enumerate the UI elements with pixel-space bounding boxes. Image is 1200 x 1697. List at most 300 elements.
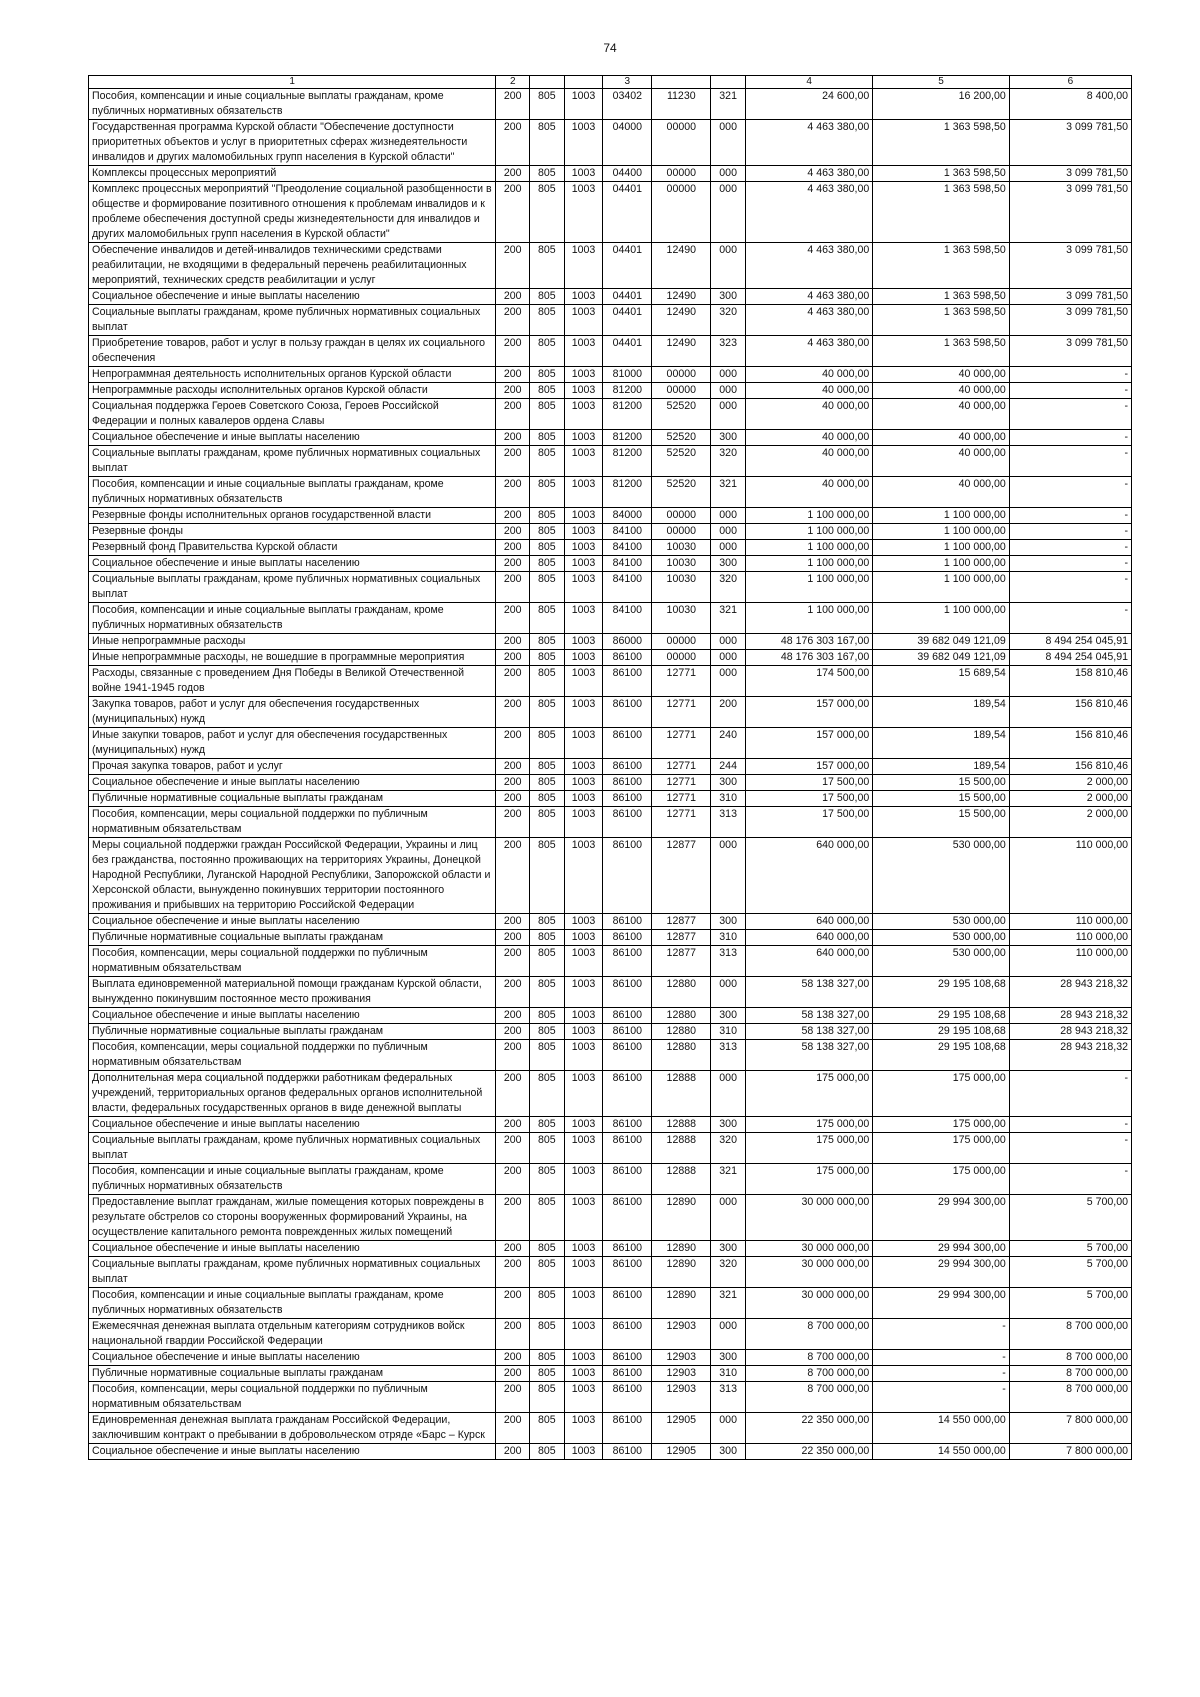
table-row [89,697,1132,728]
table-row [89,305,1132,336]
header-cell [564,76,603,89]
subsection-cell: 1003 [564,650,603,666]
remaining-amount-cell: - [1009,399,1131,430]
remaining-amount-cell: 8 700 000,00 [1009,1366,1131,1382]
target-article-direction-cell: 12888 [652,1164,711,1195]
target-article-direction-cell: 00000 [652,634,711,650]
section-cell: 805 [530,477,565,508]
table-row [89,1288,1132,1319]
grbs-cell: 200 [496,1366,530,1382]
target-article-program-cell: 86000 [603,634,652,650]
approved-amount-cell: 30 000 000,00 [745,1257,872,1288]
table-body [89,76,1132,1460]
row-name-cell: Прочая закупка товаров, работ и услуг [89,759,496,775]
remaining-amount-cell: 110 000,00 [1009,930,1131,946]
approved-amount-cell: 17 500,00 [745,791,872,807]
subsection-cell: 1003 [564,1257,603,1288]
target-article-program-cell: 03402 [603,89,652,120]
section-cell: 805 [530,399,565,430]
row-name-cell: Пособия, компенсации, меры социальной поддержки по публичным нормативным обязательствам [89,807,496,838]
target-article-direction-cell: 52520 [652,446,711,477]
row-name-cell: Социальное обеспечение и иные выплаты населению [89,1350,496,1366]
row-name-cell: Государственная программа Курской области "Обеспечение доступности приоритетных объектов и услуг в приоритетных сферах жизнедеятельности инвалидов и других маломобильных групп населения в Курской области" [89,120,496,166]
expense-type-cell: 320 [711,1133,746,1164]
expense-type-cell: 000 [711,1195,746,1241]
remaining-amount-cell: 3 099 781,50 [1009,120,1131,166]
header-cell: 3 [603,76,652,89]
target-article-direction-cell: 52520 [652,399,711,430]
table-row [89,1024,1132,1040]
header-cell [652,76,711,89]
grbs-cell: 200 [496,1444,530,1460]
subsection-cell: 1003 [564,946,603,977]
expense-type-cell: 000 [711,120,746,166]
table-row [89,791,1132,807]
table-row [89,977,1132,1008]
subsection-cell: 1003 [564,1350,603,1366]
grbs-cell: 200 [496,508,530,524]
section-cell: 805 [530,89,565,120]
approved-amount-cell: 8 700 000,00 [745,1382,872,1413]
remaining-amount-cell: - [1009,1071,1131,1117]
target-article-program-cell: 81200 [603,430,652,446]
target-article-direction-cell: 12771 [652,807,711,838]
approved-amount-cell: 30 000 000,00 [745,1195,872,1241]
target-article-direction-cell: 12888 [652,1117,711,1133]
section-cell: 805 [530,446,565,477]
subsection-cell: 1003 [564,1195,603,1241]
subsection-cell: 1003 [564,1319,603,1350]
remaining-amount-cell: - [1009,367,1131,383]
approved-amount-cell: 8 700 000,00 [745,1366,872,1382]
target-article-program-cell: 86100 [603,930,652,946]
row-name-cell: Иные непрограммные расходы [89,634,496,650]
expense-type-cell: 321 [711,603,746,634]
table-row [89,430,1132,446]
subsection-cell: 1003 [564,477,603,508]
section-cell: 805 [530,243,565,289]
subsection-cell: 1003 [564,572,603,603]
row-name-cell: Социальные выплаты гражданам, кроме публичных нормативных социальных выплат [89,305,496,336]
approved-amount-cell: 640 000,00 [745,838,872,914]
table-row [89,572,1132,603]
target-article-program-cell: 86100 [603,1008,652,1024]
grbs-cell: 200 [496,477,530,508]
target-article-program-cell: 04000 [603,120,652,166]
subsection-cell: 1003 [564,243,603,289]
grbs-cell: 200 [496,1008,530,1024]
grbs-cell: 200 [496,166,530,182]
subsection-cell: 1003 [564,977,603,1008]
target-article-program-cell: 04401 [603,289,652,305]
subsection-cell: 1003 [564,728,603,759]
expense-type-cell: 000 [711,838,746,914]
row-name-cell: Обеспечение инвалидов и детей-инвалидов техническими средствами реабилитации, не входящими в федеральный перечень реабилитационных мероприятий, технических средств реабилитации и услуг [89,243,496,289]
section-cell: 805 [530,289,565,305]
approved-amount-cell: 1 100 000,00 [745,540,872,556]
section-cell: 805 [530,1164,565,1195]
target-article-program-cell: 86100 [603,1133,652,1164]
approved-amount-cell: 58 138 327,00 [745,977,872,1008]
section-cell: 805 [530,1350,565,1366]
approved-amount-cell: 48 176 303 167,00 [745,650,872,666]
target-article-program-cell: 84100 [603,524,652,540]
table-row [89,1164,1132,1195]
executed-amount-cell: 15 500,00 [873,775,1009,791]
expense-type-cell: 313 [711,1040,746,1071]
row-name-cell: Социальные выплаты гражданам, кроме публичных нормативных социальных выплат [89,446,496,477]
remaining-amount-cell: 3 099 781,50 [1009,243,1131,289]
table-row [89,383,1132,399]
row-name-cell: Непрограммная деятельность исполнительных органов Курской области [89,367,496,383]
grbs-cell: 200 [496,1164,530,1195]
table-row [89,477,1132,508]
remaining-amount-cell: 8 494 254 045,91 [1009,650,1131,666]
target-article-direction-cell: 12877 [652,946,711,977]
executed-amount-cell: 29 195 108,68 [873,1040,1009,1071]
approved-amount-cell: 58 138 327,00 [745,1040,872,1071]
remaining-amount-cell: 7 800 000,00 [1009,1444,1131,1460]
row-name-cell: Пособия, компенсации, меры социальной поддержки по публичным нормативным обязательствам [89,946,496,977]
row-name-cell: Социальное обеспечение и иные выплаты населению [89,430,496,446]
budget-table [88,75,1132,1460]
executed-amount-cell: 1 363 598,50 [873,305,1009,336]
grbs-cell: 200 [496,1288,530,1319]
target-article-direction-cell: 12877 [652,914,711,930]
approved-amount-cell: 30 000 000,00 [745,1241,872,1257]
subsection-cell: 1003 [564,446,603,477]
expense-type-cell: 300 [711,430,746,446]
target-article-direction-cell: 12490 [652,305,711,336]
target-article-direction-cell: 12490 [652,243,711,289]
row-name-cell: Резервные фонды [89,524,496,540]
subsection-cell: 1003 [564,634,603,650]
row-name-cell: Социальное обеспечение и иные выплаты населению [89,775,496,791]
remaining-amount-cell: - [1009,603,1131,634]
table-row [89,182,1132,243]
approved-amount-cell: 157 000,00 [745,728,872,759]
header-cell [711,76,746,89]
expense-type-cell: 313 [711,807,746,838]
target-article-program-cell: 04401 [603,243,652,289]
target-article-direction-cell: 12890 [652,1257,711,1288]
approved-amount-cell: 640 000,00 [745,930,872,946]
section-cell: 805 [530,946,565,977]
approved-amount-cell: 40 000,00 [745,477,872,508]
executed-amount-cell: - [873,1366,1009,1382]
target-article-direction-cell: 12903 [652,1382,711,1413]
row-name-cell: Иные закупки товаров, работ и услуг для обеспечения государственных (муниципальных) нужд [89,728,496,759]
target-article-direction-cell: 00000 [652,650,711,666]
target-article-direction-cell: 00000 [652,166,711,182]
subsection-cell: 1003 [564,289,603,305]
remaining-amount-cell: 5 700,00 [1009,1257,1131,1288]
table-row [89,120,1132,166]
expense-type-cell: 000 [711,524,746,540]
approved-amount-cell: 4 463 380,00 [745,120,872,166]
expense-type-cell: 000 [711,508,746,524]
remaining-amount-cell: 5 700,00 [1009,1288,1131,1319]
expense-type-cell: 310 [711,791,746,807]
grbs-cell: 200 [496,305,530,336]
approved-amount-cell: 17 500,00 [745,807,872,838]
approved-amount-cell: 640 000,00 [745,946,872,977]
executed-amount-cell: 29 195 108,68 [873,1024,1009,1040]
executed-amount-cell: - [873,1350,1009,1366]
expense-type-cell: 321 [711,477,746,508]
target-article-program-cell: 86100 [603,1444,652,1460]
section-cell: 805 [530,1133,565,1164]
grbs-cell: 200 [496,1413,530,1444]
target-article-program-cell: 84100 [603,603,652,634]
remaining-amount-cell: 3 099 781,50 [1009,182,1131,243]
approved-amount-cell: 40 000,00 [745,430,872,446]
row-name-cell: Публичные нормативные социальные выплаты гражданам [89,930,496,946]
approved-amount-cell: 1 100 000,00 [745,603,872,634]
remaining-amount-cell: 3 099 781,50 [1009,166,1131,182]
approved-amount-cell: 4 463 380,00 [745,305,872,336]
table-row [89,1117,1132,1133]
table-row [89,367,1132,383]
executed-amount-cell: 1 100 000,00 [873,556,1009,572]
remaining-amount-cell: 2 000,00 [1009,807,1131,838]
executed-amount-cell: 189,54 [873,728,1009,759]
target-article-program-cell: 86100 [603,807,652,838]
expense-type-cell: 000 [711,977,746,1008]
target-article-direction-cell: 12905 [652,1444,711,1460]
target-article-direction-cell: 10030 [652,556,711,572]
table-row [89,89,1132,120]
expense-type-cell: 200 [711,697,746,728]
grbs-cell: 200 [496,430,530,446]
target-article-direction-cell: 52520 [652,477,711,508]
row-name-cell: Резервные фонды исполнительных органов государственной власти [89,508,496,524]
approved-amount-cell: 175 000,00 [745,1117,872,1133]
expense-type-cell: 310 [711,1366,746,1382]
executed-amount-cell: 1 363 598,50 [873,166,1009,182]
section-cell: 805 [530,603,565,634]
approved-amount-cell: 40 000,00 [745,446,872,477]
target-article-direction-cell: 12903 [652,1319,711,1350]
expense-type-cell: 300 [711,1350,746,1366]
header-row [89,76,1132,89]
grbs-cell: 200 [496,775,530,791]
target-article-program-cell: 84100 [603,572,652,603]
header-cell: 2 [496,76,530,89]
section-cell: 805 [530,182,565,243]
target-article-direction-cell: 12880 [652,1040,711,1071]
executed-amount-cell: 29 994 300,00 [873,1288,1009,1319]
grbs-cell: 200 [496,1195,530,1241]
executed-amount-cell: 15 689,54 [873,666,1009,697]
executed-amount-cell: 1 100 000,00 [873,508,1009,524]
section-cell: 805 [530,759,565,775]
subsection-cell: 1003 [564,1288,603,1319]
section-cell: 805 [530,367,565,383]
expense-type-cell: 000 [711,540,746,556]
section-cell: 805 [530,728,565,759]
subsection-cell: 1003 [564,1133,603,1164]
target-article-program-cell: 86100 [603,1071,652,1117]
section-cell: 805 [530,930,565,946]
grbs-cell: 200 [496,120,530,166]
target-article-direction-cell: 12888 [652,1071,711,1117]
table-row [89,289,1132,305]
subsection-cell: 1003 [564,1382,603,1413]
target-article-program-cell: 86100 [603,1288,652,1319]
target-article-program-cell: 81200 [603,446,652,477]
approved-amount-cell: 30 000 000,00 [745,1288,872,1319]
remaining-amount-cell: 5 700,00 [1009,1195,1131,1241]
row-name-cell: Иные непрограммные расходы, не вошедшие в программные мероприятия [89,650,496,666]
target-article-direction-cell: 12771 [652,697,711,728]
approved-amount-cell: 175 000,00 [745,1164,872,1195]
expense-type-cell: 300 [711,1117,746,1133]
target-article-program-cell: 86100 [603,1382,652,1413]
subsection-cell: 1003 [564,791,603,807]
row-name-cell: Пособия, компенсации, меры социальной поддержки по публичным нормативным обязательствам [89,1382,496,1413]
subsection-cell: 1003 [564,1008,603,1024]
section-cell: 805 [530,383,565,399]
target-article-direction-cell: 10030 [652,540,711,556]
remaining-amount-cell: 110 000,00 [1009,838,1131,914]
executed-amount-cell: 29 195 108,68 [873,977,1009,1008]
remaining-amount-cell: 3 099 781,50 [1009,305,1131,336]
row-name-cell: Социальное обеспечение и иные выплаты населению [89,1241,496,1257]
target-article-program-cell: 86100 [603,1241,652,1257]
grbs-cell: 200 [496,977,530,1008]
section-cell: 805 [530,807,565,838]
subsection-cell: 1003 [564,336,603,367]
target-article-program-cell: 04401 [603,336,652,367]
remaining-amount-cell: 156 810,46 [1009,697,1131,728]
row-name-cell: Социальные выплаты гражданам, кроме публичных нормативных социальных выплат [89,1257,496,1288]
grbs-cell: 200 [496,1257,530,1288]
grbs-cell: 200 [496,759,530,775]
approved-amount-cell: 1 100 000,00 [745,508,872,524]
executed-amount-cell: 1 363 598,50 [873,289,1009,305]
expense-type-cell: 300 [711,1444,746,1460]
remaining-amount-cell: 3 099 781,50 [1009,289,1131,305]
remaining-amount-cell: - [1009,508,1131,524]
table-row [89,508,1132,524]
subsection-cell: 1003 [564,1117,603,1133]
subsection-cell: 1003 [564,383,603,399]
expense-type-cell: 313 [711,1382,746,1413]
target-article-program-cell: 86100 [603,1024,652,1040]
executed-amount-cell: 1 100 000,00 [873,524,1009,540]
table-row [89,243,1132,289]
executed-amount-cell: 39 682 049 121,09 [873,634,1009,650]
grbs-cell: 200 [496,807,530,838]
expense-type-cell: 000 [711,634,746,650]
section-cell: 805 [530,305,565,336]
target-article-program-cell: 81000 [603,367,652,383]
expense-type-cell: 321 [711,89,746,120]
section-cell: 805 [530,120,565,166]
remaining-amount-cell: - [1009,540,1131,556]
row-name-cell: Социальное обеспечение и иные выплаты населению [89,914,496,930]
expense-type-cell: 000 [711,243,746,289]
section-cell: 805 [530,666,565,697]
executed-amount-cell: 189,54 [873,759,1009,775]
section-cell: 805 [530,1008,565,1024]
grbs-cell: 200 [496,728,530,759]
remaining-amount-cell: 158 810,46 [1009,666,1131,697]
subsection-cell: 1003 [564,603,603,634]
section-cell: 805 [530,1444,565,1460]
table-row [89,1195,1132,1241]
target-article-direction-cell: 10030 [652,603,711,634]
section-cell: 805 [530,1040,565,1071]
row-name-cell: Дополнительная мера социальной поддержки работникам федеральных учреждений, территориальных органов федеральных органов исполнительной власти, федеральных государственных органов в виде денежной выплаты [89,1071,496,1117]
approved-amount-cell: 40 000,00 [745,399,872,430]
row-name-cell: Социальные выплаты гражданам, кроме публичных нормативных социальных выплат [89,572,496,603]
subsection-cell: 1003 [564,120,603,166]
grbs-cell: 200 [496,289,530,305]
expense-type-cell: 320 [711,446,746,477]
target-article-direction-cell: 00000 [652,508,711,524]
target-article-program-cell: 86100 [603,1195,652,1241]
section-cell: 805 [530,1366,565,1382]
target-article-direction-cell: 00000 [652,383,711,399]
expense-type-cell: 000 [711,399,746,430]
section-cell: 805 [530,1117,565,1133]
approved-amount-cell: 1 100 000,00 [745,556,872,572]
grbs-cell: 200 [496,946,530,977]
grbs-cell: 200 [496,89,530,120]
expense-type-cell: 300 [711,775,746,791]
expense-type-cell: 000 [711,367,746,383]
executed-amount-cell: 15 500,00 [873,791,1009,807]
expense-type-cell: 300 [711,556,746,572]
header-cell: 6 [1009,76,1131,89]
target-article-program-cell: 86100 [603,977,652,1008]
row-name-cell: Предоставление выплат гражданам, жилые помещения которых повреждены в результате обстрелов со стороны вооруженных формирований Украины, на осуществление капитального ремонта поврежденных жилых помещений [89,1195,496,1241]
target-article-program-cell: 81200 [603,477,652,508]
table-row [89,1319,1132,1350]
target-article-program-cell: 04401 [603,305,652,336]
row-name-cell: Социальное обеспечение и иные выплаты населению [89,289,496,305]
approved-amount-cell: 4 463 380,00 [745,336,872,367]
table-row [89,1257,1132,1288]
expense-type-cell: 320 [711,1257,746,1288]
header-cell: 1 [89,76,496,89]
table-row [89,838,1132,914]
approved-amount-cell: 175 000,00 [745,1133,872,1164]
target-article-direction-cell: 12771 [652,759,711,775]
expense-type-cell: 310 [711,1024,746,1040]
row-name-cell: Меры социальной поддержки граждан Российской Федерации, Украины и лиц без гражданства, постоянно проживающих на территориях Украины, Донецкой Народной Республики, Луганской Народной Республики, Запорожской области и Херсонской области, вынужденно покинувших территории постоянного проживания и прибывших на территорию Российской Федерации [89,838,496,914]
approved-amount-cell: 4 463 380,00 [745,166,872,182]
subsection-cell: 1003 [564,775,603,791]
target-article-program-cell: 84100 [603,540,652,556]
subsection-cell: 1003 [564,524,603,540]
remaining-amount-cell: 28 943 218,32 [1009,1008,1131,1024]
row-name-cell: Выплата единовременной материальной помощи гражданам Курской области, вынужденно покинувшим постоянное место проживания [89,977,496,1008]
executed-amount-cell: 1 100 000,00 [873,572,1009,603]
expense-type-cell: 300 [711,1008,746,1024]
remaining-amount-cell: - [1009,572,1131,603]
expense-type-cell: 000 [711,383,746,399]
row-name-cell: Закупка товаров, работ и услуг для обеспечения государственных (муниципальных) нужд [89,697,496,728]
expense-type-cell: 313 [711,946,746,977]
target-article-direction-cell: 12890 [652,1288,711,1319]
grbs-cell: 200 [496,1350,530,1366]
grbs-cell: 200 [496,399,530,430]
row-name-cell: Пособия, компенсации и иные социальные выплаты гражданам, кроме публичных нормативных обязательств [89,603,496,634]
table-row [89,775,1132,791]
